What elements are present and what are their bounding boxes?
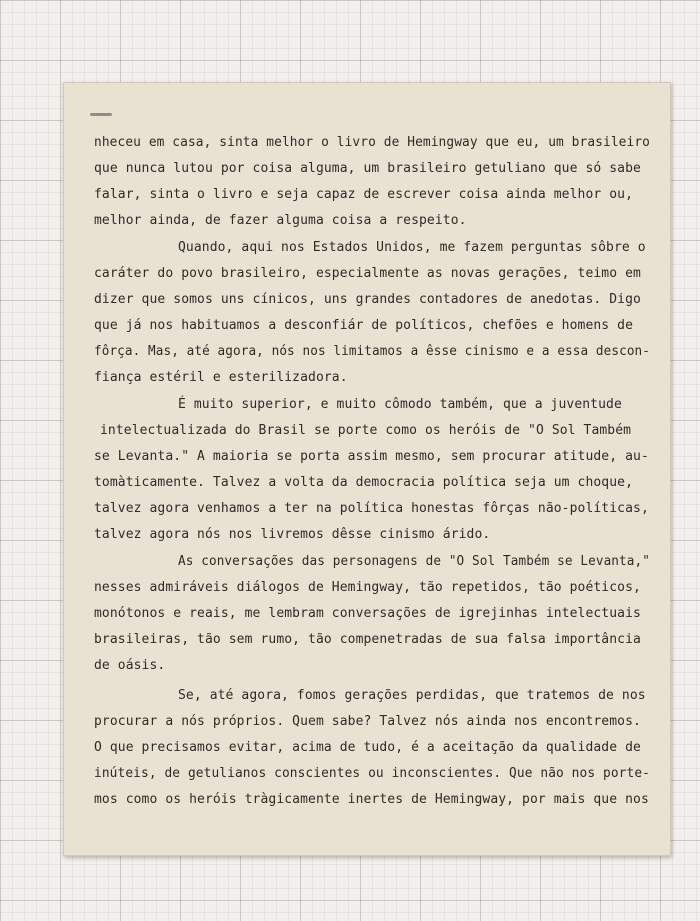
text-line: talvez agora nós nos livremos dêsse cinismo árido.	[94, 527, 491, 542]
text-line: intelectualizada do Brasil se porte como os heróis de "O Sol Também	[100, 423, 632, 438]
text-line: nesses admiráveis diálogos de Hemingway, tão repetidos, tão poéticos,	[94, 580, 641, 595]
text-line: tomàticamente. Talvez a volta da democracia política seja um choque,	[94, 475, 634, 490]
text-line: dizer que somos uns cínicos, uns grandes contadores de anedotas. Digo	[94, 292, 641, 307]
text-line: nheceu em casa, sinta melhor o livro de Hemingway que eu, um brasileiro	[94, 135, 650, 150]
text-line: Se, até agora, fomos gerações perdidas, que tratemos de nos	[178, 688, 646, 703]
typewritten-page	[63, 82, 671, 856]
text-line: mos como os heróis tràgicamente inertes de Hemingway, por mais que nos	[94, 792, 649, 807]
text-line: talvez agora venhamos a ter na política honestas fôrças não-políticas,	[94, 501, 649, 516]
text-line: fôrça. Mas, até agora, nós nos limitamos a êsse cinismo e a essa descon-	[94, 344, 650, 359]
text-line: monótonos e reais, me lembram conversações de igrejinhas intelectuais	[94, 606, 641, 621]
ink-mark	[90, 113, 112, 116]
text-line: de oásis.	[94, 658, 166, 673]
text-line: Quando, aqui nos Estados Unidos, me fazem perguntas sôbre o	[178, 240, 646, 255]
text-line: falar, sinta o livro e seja capaz de escrever coisa ainda melhor ou,	[94, 187, 634, 202]
text-line: inúteis, de getulianos conscientes ou inconscientes. Que não nos porte-	[94, 766, 650, 781]
text-line: se Levanta." A maioria se porta assim mesmo, sem procurar atitude, au-	[94, 449, 649, 464]
text-line: As conversações das personagens de "O Sol Também se Levanta,"	[178, 554, 650, 569]
text-line: O que precisamos evitar, acima de tudo, é a aceitação da qualidade de	[94, 740, 641, 755]
text-line: brasileiras, tão sem rumo, tão compenetradas de sua falsa importância	[94, 632, 641, 647]
text-line: procurar a nós próprios. Quem sabe? Talvez nós ainda nos encontremos.	[94, 714, 641, 729]
text-line: É muito superior, e muito cômodo também, que a juventude	[178, 397, 622, 412]
text-line: fiança estéril e esterilizadora.	[94, 370, 348, 385]
text-line: que nunca lutou por coisa alguma, um brasileiro getuliano que só sabe	[94, 161, 641, 176]
text-line: que já nos habituamos a desconfiár de políticos, chefões e homens de	[94, 318, 634, 333]
text-line: caráter do povo brasileiro, especialmente as novas gerações, teimo em	[94, 266, 641, 281]
text-line: melhor ainda, de fazer alguma coisa a respeito.	[94, 213, 467, 228]
